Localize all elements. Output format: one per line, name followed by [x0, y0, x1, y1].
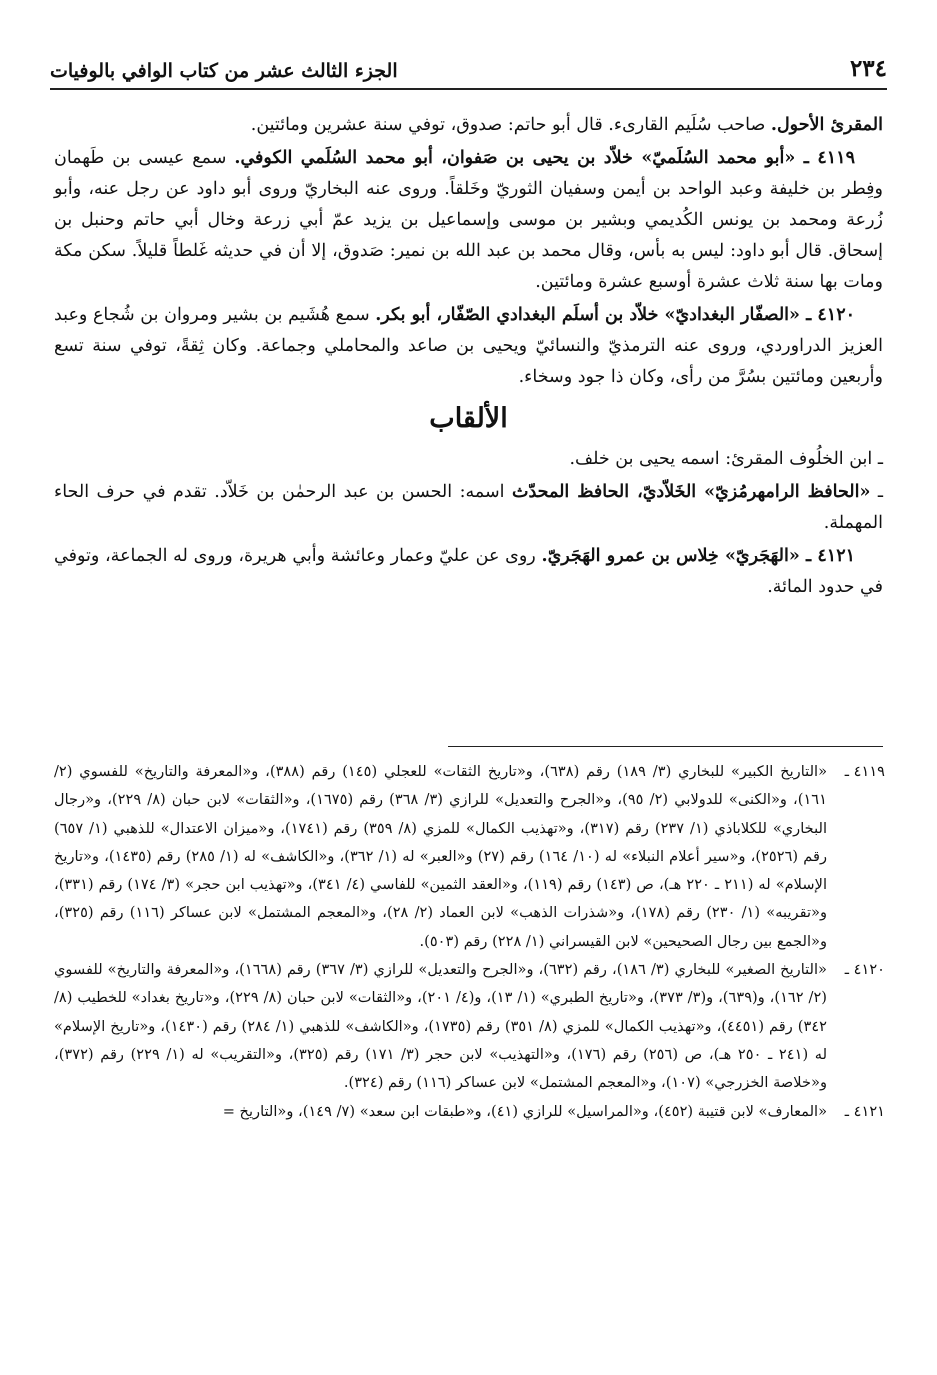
- laqab-text: ابن الخلُوف المقرئ: اسمه يحيى بن خلف.: [569, 449, 873, 469]
- continuation-text: صاحب سُلَيم القارىء. قال أبو حاتم: صدوق، توفي سنة عشرين ومائتين.: [250, 115, 771, 135]
- entry-number: ٤١٢١ ـ: [806, 546, 856, 566]
- running-title: الجزء الثالث عشر من كتاب الوافي بالوفيات: [50, 60, 398, 82]
- laqab-bold: «الحافظ الرامهرمُزيّ» الخَلاّديّ، الحافظ المحدّث: [512, 482, 871, 502]
- entry-number: ٤١٢٠ ـ: [806, 305, 855, 325]
- entry-4119: [54, 143, 883, 298]
- footnote-number: ٤١٢١ ـ: [844, 1102, 885, 1120]
- entry-text: روى عن عليّ وعمار وعائشة وأبي هريرة، وروى له الجماعة، وتوفي في حدود المائة.: [54, 546, 883, 597]
- footnote-text: «المعارف» لابن قتيبة (٤٥٢)، و«المراسيل» للرازي (٤١)، و«طبقات ابن سعد» (٧/ ١٤٩)، و«التاريخ =: [222, 1102, 827, 1120]
- laqab-item: [54, 444, 883, 475]
- footnote-text: «التاريخ الصغير» للبخاري (٣/ ١٨٦)، رقم (٦٣٢)، و«الجرح والتعديل» للرازي (٣/ ٣٦٧) رقم (١٦٦٨)، و«المعرفة والتاريخ» للفسوي (٢/ ١٦٢)، و(٦٣٩)، و(٣/ ٣٧٣)، و«تاريخ الطبري» (١/ ١٣)، و(٤/ ٢٠١)، و«الثقات» لابن حبان (٨/ ٢٢٩)، و«تاريخ بغداد» للخطيب (٨/ ٣٤٢) رقم (٤٤٥١)، و«تهذيب الكمال» للمزي (٨/ ٣٥١) رقم (١٧٣٥)، و«الكاشف» للذهبي (١/ ٢٨٤) رقم (١٤٣٠)، و«تاريخ الإسلام» له (٢٤١ ـ ٢٥٠ هـ)، ص (٢٥٦) رقم (١٧٦)، و«التهذيب» لابن حجر (٣/ ١٧١) رقم (٣٢٥)، و«التقريب» له (١/ ٢٢٩) رقم (٣٧٢)، و«خلاصة الخزرجي» (١٠٧)، و«المعجم المشتمل» لابن عساكر (١١٦) رقم (٣٢٤).: [54, 961, 828, 1092]
- laqab-text: اسمه: الحسن بن عبد الرحمٰن بن خَلاّد. تقدم في حرف الحاء المهملة.: [54, 482, 883, 533]
- page-header: [50, 42, 887, 90]
- entry-heading: «الصفّار البغداديّ» خلاّد بن أسلَم البغدادي الصّفّار، أبو بكر.: [375, 305, 807, 325]
- footnote-4121: [54, 1098, 885, 1126]
- page-number: ٢٣٤: [849, 55, 887, 82]
- footnote-number: ٤١٢٠ ـ: [844, 961, 885, 979]
- entry-heading: «أبو محمد السُلَميّ» خلاّد بن يحيى بن صَفوان، أبو محمد السُلَمي الكوفي.: [234, 148, 804, 168]
- entry-heading: «الهَجَريّ» خِلاس بن عمرو الهَجَريّ.: [541, 546, 807, 566]
- section-title: الألقاب: [429, 403, 508, 434]
- footnote-separator: [448, 746, 883, 747]
- entry-number: ٤١١٩ ـ: [803, 148, 855, 168]
- entry-text: سمع عيسى بن طَهمان وفِطر بن خليفة وعبد الواحد بن أيمن وسفيان الثوريّ وخَلقاً. وروى عنه البخاريّ وروى أبو داود عن رجل عنه، وأبو زُرعة ومحمد بن يونس الكُديمي وبشير بن موسى وإسماعيل بن يزيد عمّ أبي زرعة وخال أبي حاتم وحنبل بن إسحاق. قال أبو داود: ليس به بأس، وقال محمد بن عبد الله بن نمير: صَدوق، إلا أن في حديثه غَلطاً قليلاً. سكن مكة ومات بها سنة ثلاث عشرة أوسبع عشرة ومائتين.: [54, 148, 883, 292]
- continuation-paragraph: [54, 110, 883, 141]
- main-text: [54, 110, 883, 605]
- laqab-item: [54, 477, 883, 539]
- laqab-prefix: ـ: [870, 482, 883, 502]
- footnote-4119: [54, 758, 885, 956]
- entry-text: سمع هُشَيم بن بشير ومروان بن شُجاع وعبد العزيز الدراوردي، وروى عنه الترمذيّ والنسائيّ ويحيى بن صاعد والمحاملي وجماعة. وكان ثِقةً، توفي سنة تسع وأربعين ومائتين بسُرَّ من رأى، وكان ذا جود وسخاء.: [54, 305, 883, 387]
- footnote-text: «التاريخ الكبير» للبخاري (٣/ ١٨٩) رقم (٦٣٨)، و«تاريخ الثقات» للعجلي (١٤٥) رقم (٣٨٨)، و«المعرفة والتاريخ» للفسوي (٢/ ١٦١)، و«الكنى» للدولابي (٢/ ٩٥)، و«الجرح والتعديل» للرازي (٣/ ٣٦٨) رقم (١٦٧٥)، و«الثقات» لابن حبان (٨/ ٢٢٩)، و«رجال البخاري» للكلاباذي (١/ ٢٣٧) رقم (٣١٧)، و«تهذيب الكمال» للمزي (٨/ ٣٥٩) رقم (١٧٤١)، و«ميزان الاعتدال» للذهبي (١/ ٦٥٧) رقم (٢٥٢٦)، و«سير أعلام النبلاء» له (١٠/ ١٦٤) رقم (٢٧) و«العبر» له (١/ ٣٦٢)، و«الكاشف» له (١/ ٢٨٥) رقم (١٤٣٥)، و«تاريخ الإسلام» له (٢١١ ـ ٢٢٠ هـ)، ص (١٤٣) رقم (١١٩)، و«العقد الثمين» للفاسي (٤/ ٣٤١)، و«تهذيب ابن حجر» (٣/ ١٧٤) رقم (٣٣١)، و«تقريبه» (١/ ٢٣٠) رقم (١٧٨)، و«شذرات الذهب» لابن العماد (٢/ ٢٨)، و«المعجم المشتمل» لابن عساكر (١١٦) رقم (٣٢٥)، و«الجمع بين رجال الصحيحين» لابن القيسراني (١/ ٢٢٨) رقم (٥٠٣).: [54, 763, 828, 950]
- footnotes: [54, 758, 885, 1126]
- footnote-number: ٤١١٩ ـ: [844, 763, 885, 780]
- footnote-4120: [54, 956, 885, 1097]
- entry-4121: [54, 541, 883, 603]
- laqab-prefix: ـ: [872, 449, 883, 469]
- entry-4120: [54, 300, 883, 393]
- continuation-bold: المقرئ الأحول.: [770, 115, 883, 135]
